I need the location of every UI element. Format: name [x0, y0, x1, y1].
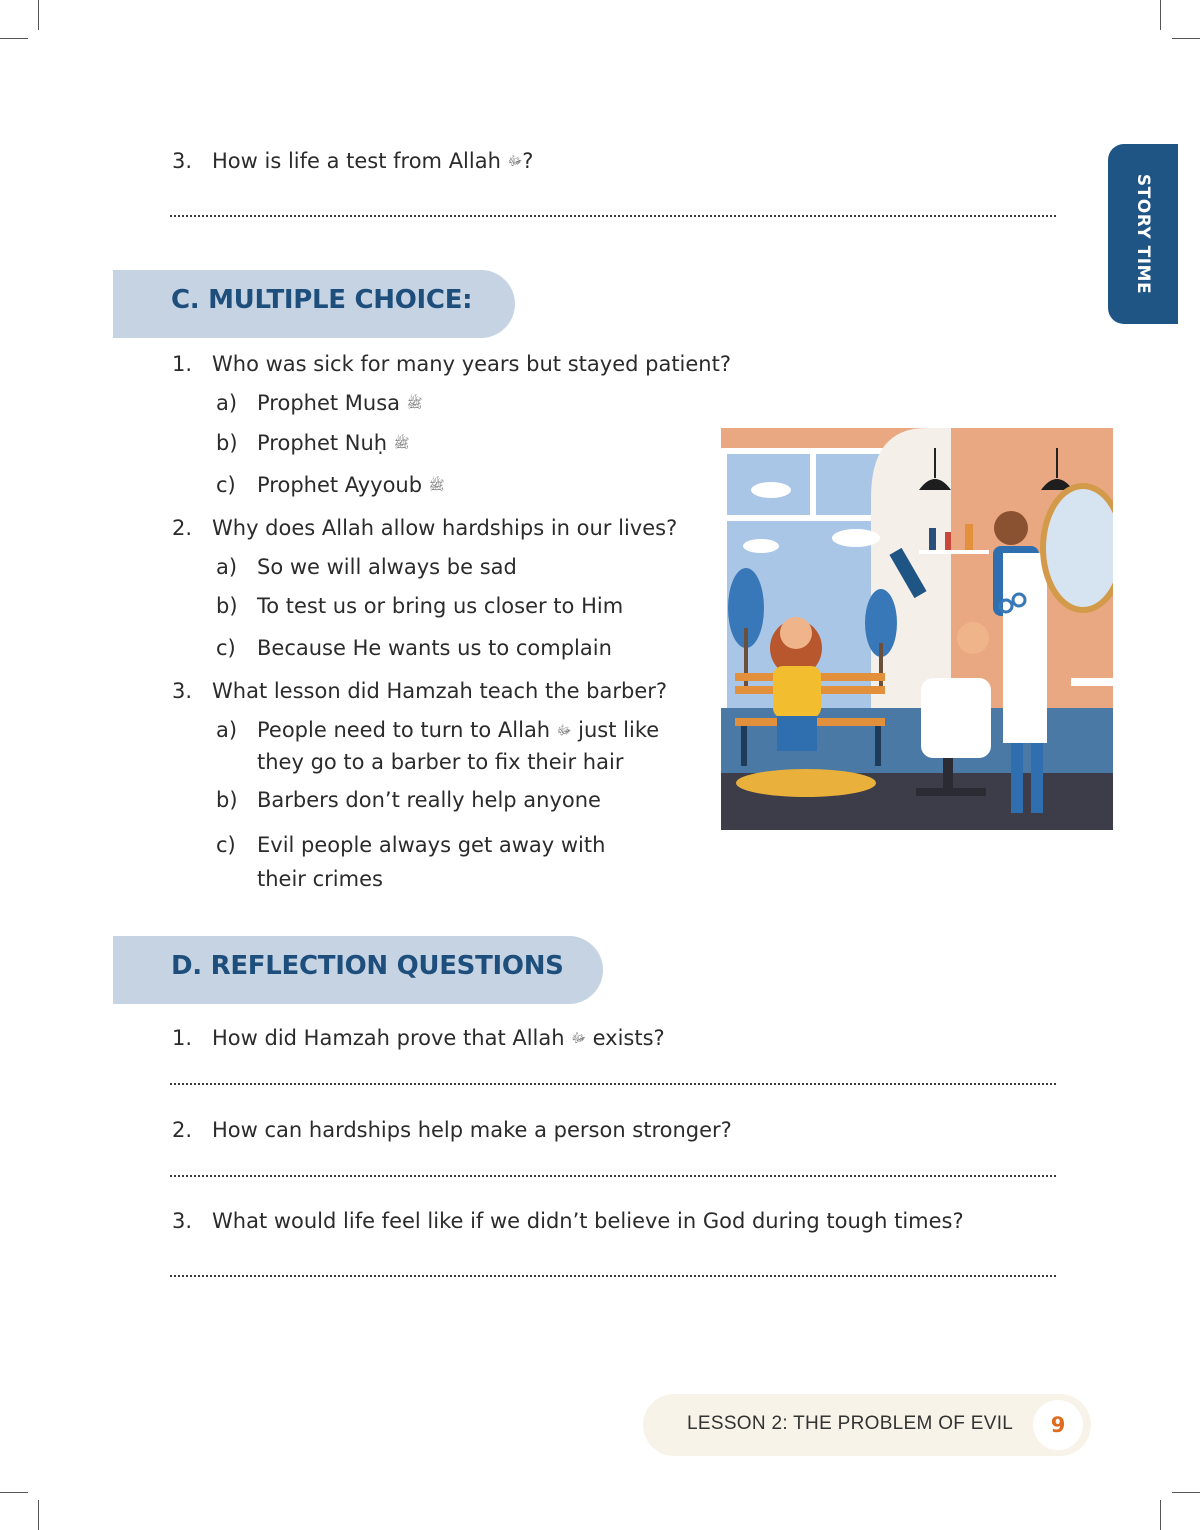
question-text: exists?	[585, 1026, 665, 1050]
question-text: What lesson did Hamzah teach the barber?	[212, 679, 668, 703]
option-letter: b)	[216, 788, 238, 812]
option-letter: b)	[216, 431, 238, 455]
option-letter: a)	[216, 555, 238, 579]
honorific-glyph: ﷺ	[428, 478, 445, 494]
option-text: Evil people always get away with their crimes	[257, 833, 606, 891]
option[interactable]	[216, 552, 696, 583]
option-text: To test us or bring us closer to Him	[257, 594, 624, 618]
option[interactable]	[216, 591, 696, 622]
option-text: So we will always be sad	[257, 555, 517, 579]
section-heading: D. REFLECTION QUESTIONS	[171, 951, 564, 981]
question-number: 1.	[172, 1026, 193, 1050]
option-letter: a)	[216, 718, 238, 742]
option-text: Prophet Ayyoub	[257, 473, 429, 497]
section-heading: C. MULTIPLE CHOICE:	[171, 285, 473, 315]
option-letter: c)	[216, 636, 236, 660]
option[interactable]	[216, 785, 696, 816]
option-text: just like they go to a barber to fix their hair	[257, 718, 660, 774]
barbershop-illustration	[721, 428, 1113, 830]
reflection-question-2	[172, 1116, 732, 1144]
option[interactable]	[216, 715, 686, 778]
crop-mark	[1160, 0, 1161, 30]
page-number: 9	[1033, 1400, 1083, 1450]
option-text: Barbers don’t really help anyone	[257, 788, 601, 812]
option-letter: a)	[216, 391, 238, 415]
option[interactable]	[216, 388, 696, 420]
side-tab	[1108, 144, 1178, 324]
lesson-title: LESSON 2: THE PROBLEM OF EVIL	[687, 1413, 1014, 1434]
option-text: Prophet Musa	[257, 391, 407, 415]
question-text: How can hardships help make a person stronger?	[212, 1118, 732, 1142]
mc-question-2	[172, 514, 677, 542]
section-heading-band	[113, 270, 515, 338]
question-text: ?	[522, 149, 534, 173]
crop-mark	[1172, 38, 1200, 39]
crop-mark	[0, 1492, 28, 1493]
option[interactable]	[216, 428, 696, 460]
honorific-glyph: ﷻ	[507, 154, 523, 169]
honorific-glyph: ﷺ	[406, 396, 423, 412]
option[interactable]	[216, 633, 696, 664]
question-text: Why does Allah allow hardships in our lives?	[212, 516, 678, 540]
crop-mark	[38, 0, 39, 30]
mc-question-1	[172, 350, 731, 378]
question-number: 3.	[172, 149, 193, 173]
option-letter: c)	[216, 473, 236, 497]
question-text: What would life feel like if we didn’t believe in God during tough times?	[212, 1209, 964, 1233]
question-number: 3.	[172, 679, 193, 703]
crop-mark	[0, 38, 28, 39]
reflection-question-1	[172, 1024, 665, 1053]
honorific-glyph: ﷺ	[393, 436, 410, 452]
option-letter: b)	[216, 594, 238, 618]
honorific-glyph: ﷻ	[556, 723, 572, 739]
option-text: Prophet Nuḥ	[257, 431, 394, 455]
crop-mark	[1172, 1492, 1200, 1493]
reflection-question-3	[172, 1207, 964, 1235]
answer-line[interactable]	[170, 215, 1056, 217]
crop-mark	[38, 1500, 39, 1530]
answer-line[interactable]	[170, 1083, 1056, 1085]
answer-line[interactable]	[170, 1175, 1056, 1177]
section-heading-band	[113, 936, 603, 1004]
crop-mark	[1160, 1500, 1161, 1530]
question-number: 3.	[172, 1209, 193, 1233]
option-text: People need to turn to Allah	[257, 718, 557, 742]
option-letter: c)	[216, 833, 236, 857]
page-footer	[643, 1394, 1091, 1456]
option-text: Because He wants us to complain	[257, 636, 612, 660]
answer-line[interactable]	[170, 1275, 1056, 1277]
question-number: 2.	[172, 516, 193, 540]
side-tab-label: STORY TIME	[1133, 173, 1153, 295]
question-text: How is life a test from Allah	[212, 149, 508, 173]
question-text: Who was sick for many years but stayed patient?	[212, 352, 731, 376]
question-number: 1.	[172, 352, 193, 376]
mc-question-3	[172, 677, 667, 705]
option[interactable]	[216, 828, 661, 896]
honorific-glyph: ﷻ	[571, 1031, 586, 1046]
question-b3	[172, 147, 533, 176]
option[interactable]	[216, 470, 696, 502]
question-number: 2.	[172, 1118, 193, 1142]
question-text: How did Hamzah prove that Allah	[212, 1026, 572, 1050]
